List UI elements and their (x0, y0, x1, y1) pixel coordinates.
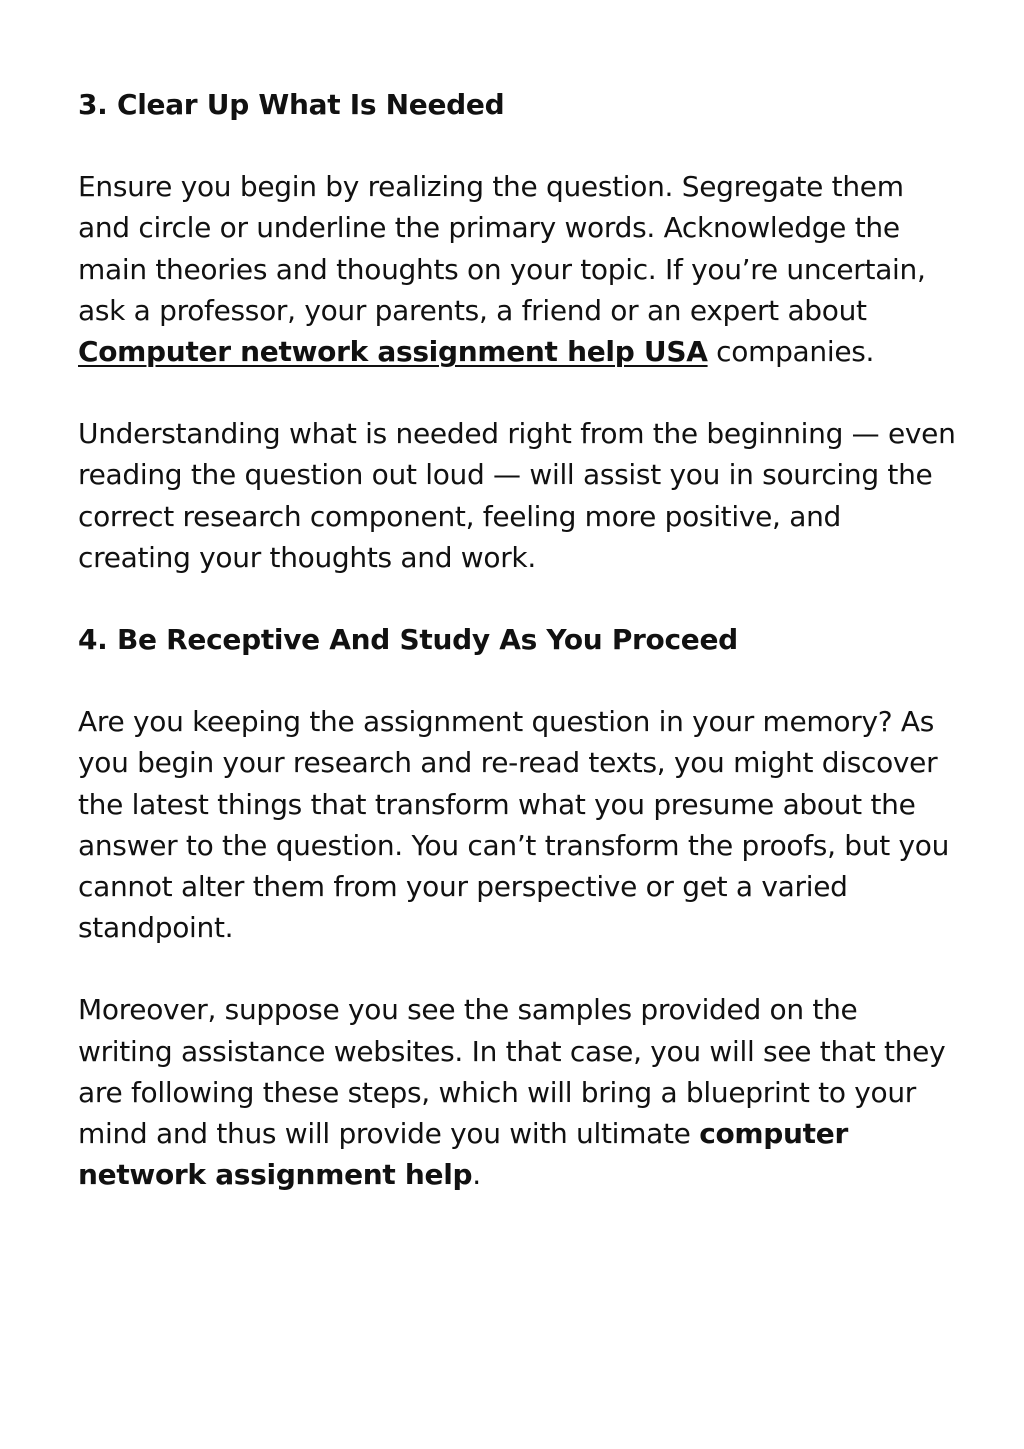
paragraph-text: Moreover, suppose you see the samples provided on the writing assistance websites. In that case, you will see that they are following these steps, which will bring a blueprint to your mind and thus will provide you with ultimate (78, 993, 946, 1151)
section-4-heading: 4. Be Receptive And Study As You Proceed (78, 623, 738, 657)
bold-keyword: computer network assignment help (78, 1117, 848, 1192)
paragraph-text: companies. (707, 335, 875, 369)
computer-network-assignment-help-link[interactable]: Computer network assignment help USA (78, 335, 708, 369)
section-4-paragraph-2 (78, 989, 958, 1195)
document-page (78, 84, 958, 1236)
section-3-paragraph-2: Understanding what is needed right from the beginning — even reading the question out loud — will assist you in sourcing the correct research component, feeling more positive, and creating your thoughts and work. (78, 417, 956, 574)
paragraph-text: Ensure you begin by realizing the question. Segregate them and circle or underline the primary words. Acknowledge the main theories and thoughts on your topic. If you’re uncertain, ask a professor, your parents, a friend or an expert about (78, 170, 926, 327)
section-3-paragraph-1 (78, 166, 958, 372)
section-4-paragraph-1: Are you keeping the assignment question in your memory? As you begin your research and re-read texts, you might discover the latest things that transform what you presume about the answer to the question. You can’t transform the proofs, but you cannot alter them from your perspective or get a varied standpoint. (78, 705, 950, 945)
section-3-heading: 3. Clear Up What Is Needed (78, 88, 505, 121)
paragraph-text: . (472, 1158, 481, 1192)
